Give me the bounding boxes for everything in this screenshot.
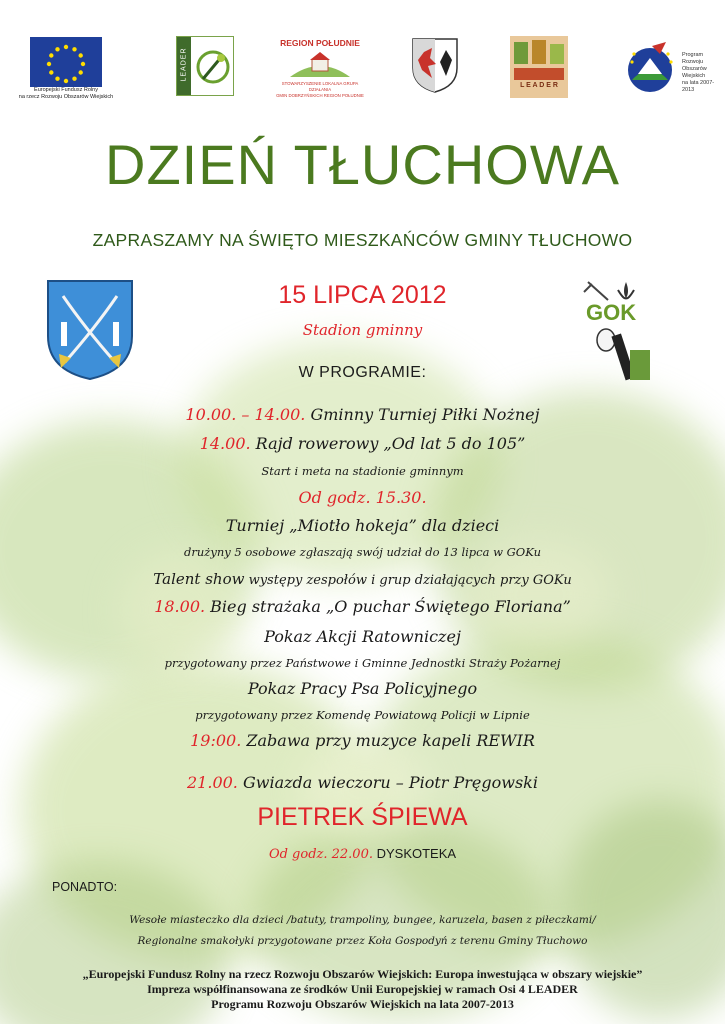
program-activity: Gwiazda wieczoru – Piotr Pręgowski xyxy=(237,773,538,792)
program-line-rescue-demo: Pokaz Akcji Ratowniczej xyxy=(264,627,461,646)
program-time-from-1530: Od godz. 15.30. xyxy=(298,488,427,507)
leader-leaf-icon xyxy=(195,45,231,89)
program-line-police-dog: Pokaz Pracy Psa Policyjnego xyxy=(247,679,478,698)
also-line-regional-food: Regionalne smakołyki przygotowane przez Koła Gospodyń z terenu Gminy Tłuchowo xyxy=(137,935,588,947)
program-activity: Gminny Turniej Piłki Nożnej xyxy=(305,405,540,424)
invitation-subtitle: ZAPRASZAMY NA ŚWIĘTO MIESZKAŃCÓW GMINY TŁUCHOWO xyxy=(92,230,633,250)
region-logo-caption: STOWARZYSZENIE LOKALNA GRUPA DZIAŁANIA GMIN DOBRZYŃSKICH REGION POŁUDNIE xyxy=(276,81,364,98)
footer-line-3: Programu Rozwoju Obszarów Wiejskich na lata 2007-2013 xyxy=(211,997,514,1011)
region-logo-text: REGION POŁUDNIE xyxy=(280,38,360,48)
program-activity: DYSKOTEKA xyxy=(372,846,457,861)
program-note-start-finish: Start i meta na stadionie gminnym xyxy=(261,464,464,478)
prow-logo-caption: Program Rozwoju Obszarów Wiejskich na lata 2007-2013 xyxy=(682,52,715,93)
program-heading: W PROGRAMIE: xyxy=(298,364,427,381)
prow-emblem-icon xyxy=(622,40,680,96)
program-activity: Talent show xyxy=(153,570,245,588)
program-activity: Bieg strażaka „O puchar Świętego Floriana” xyxy=(205,597,571,616)
program-time: 18.00. xyxy=(154,597,206,616)
lgd-logo-text: L E A D E R xyxy=(520,82,558,89)
program-line-firefighter-run xyxy=(0,597,725,616)
eu-stars-icon xyxy=(30,37,102,87)
event-date: 15 LIPCA 2012 xyxy=(278,281,447,309)
program-line-dance-party xyxy=(0,731,725,750)
footer-line-1: „Europejski Fundusz Rolny na rzecz Rozwoju Obszarów Wiejskich: Europa inwestująca w obszary wiejskie” xyxy=(82,967,643,981)
program-time: 10.00. – 14.00. xyxy=(185,405,306,424)
program-note-teams: drużyny 5 osobowe zgłaszają swój udział do 13 lipca w GOKu xyxy=(184,545,541,559)
page-title: DZIEŃ TŁUCHOWA xyxy=(105,133,620,196)
program-time: 14.00. xyxy=(199,434,251,453)
program-time: Od godz. 22.00. xyxy=(268,847,373,862)
program-line-bike-rally xyxy=(0,434,725,453)
leader-logo-text: LEADER xyxy=(180,47,188,82)
program-activity: Rajd rowerowy „Od lat 5 do 105” xyxy=(250,434,526,453)
program-line-football xyxy=(0,405,725,424)
gok-logo-text: GOK xyxy=(586,300,637,325)
program-note-police: przygotowany przez Komendę Powiatową Policji w Lipnie xyxy=(195,708,530,722)
program-note-fire-brigades: przygotowany przez Państwowe i Gminne Jednostki Straży Pożarnej xyxy=(164,656,561,670)
also-line-amusement-park: Wesołe miasteczko dla dzieci /batuty, trampoliny, bungee, karuzela, basen z piłeczkami/ xyxy=(129,914,596,926)
program-activity: Zabawa przy muzyce kapeli REWIR xyxy=(241,731,535,750)
program-activity-detail: występy zespołów i grup działających przy GOKu xyxy=(244,573,572,588)
program-line-disco xyxy=(0,846,725,862)
crest-eagle-icon xyxy=(410,36,460,94)
region-poludnie-logo xyxy=(272,38,368,100)
eu-logo-caption: Europejski Fundusz Rolny na rzecz Rozwoju Obszarów Wiejskich xyxy=(18,87,114,100)
footer-line-2: Impreza współfinansowana ze środków Unii Europejskiej w ramach Osi 4 LEADER xyxy=(147,982,578,996)
program-time: 21.00. xyxy=(187,773,238,792)
program-line-star-guest xyxy=(0,773,725,792)
prow-logo xyxy=(622,38,715,100)
headliner-name: PIETREK ŚPIEWA xyxy=(257,803,468,831)
leader-logo xyxy=(176,36,234,96)
program-time: 19:00. xyxy=(190,731,242,750)
lgd-leader-logo xyxy=(510,36,568,98)
eu-flag-logo xyxy=(30,37,102,87)
event-venue: Stadion gminny xyxy=(302,321,423,339)
program-line-broom-hockey: Turniej „Miotło hokeja” dla dzieci xyxy=(225,516,500,535)
church-landscape-icon xyxy=(288,49,352,79)
also-heading: PONADTO: xyxy=(52,880,118,894)
program-line-talent-show xyxy=(0,570,725,588)
kujawsko-pomorskie-crest xyxy=(410,36,460,94)
